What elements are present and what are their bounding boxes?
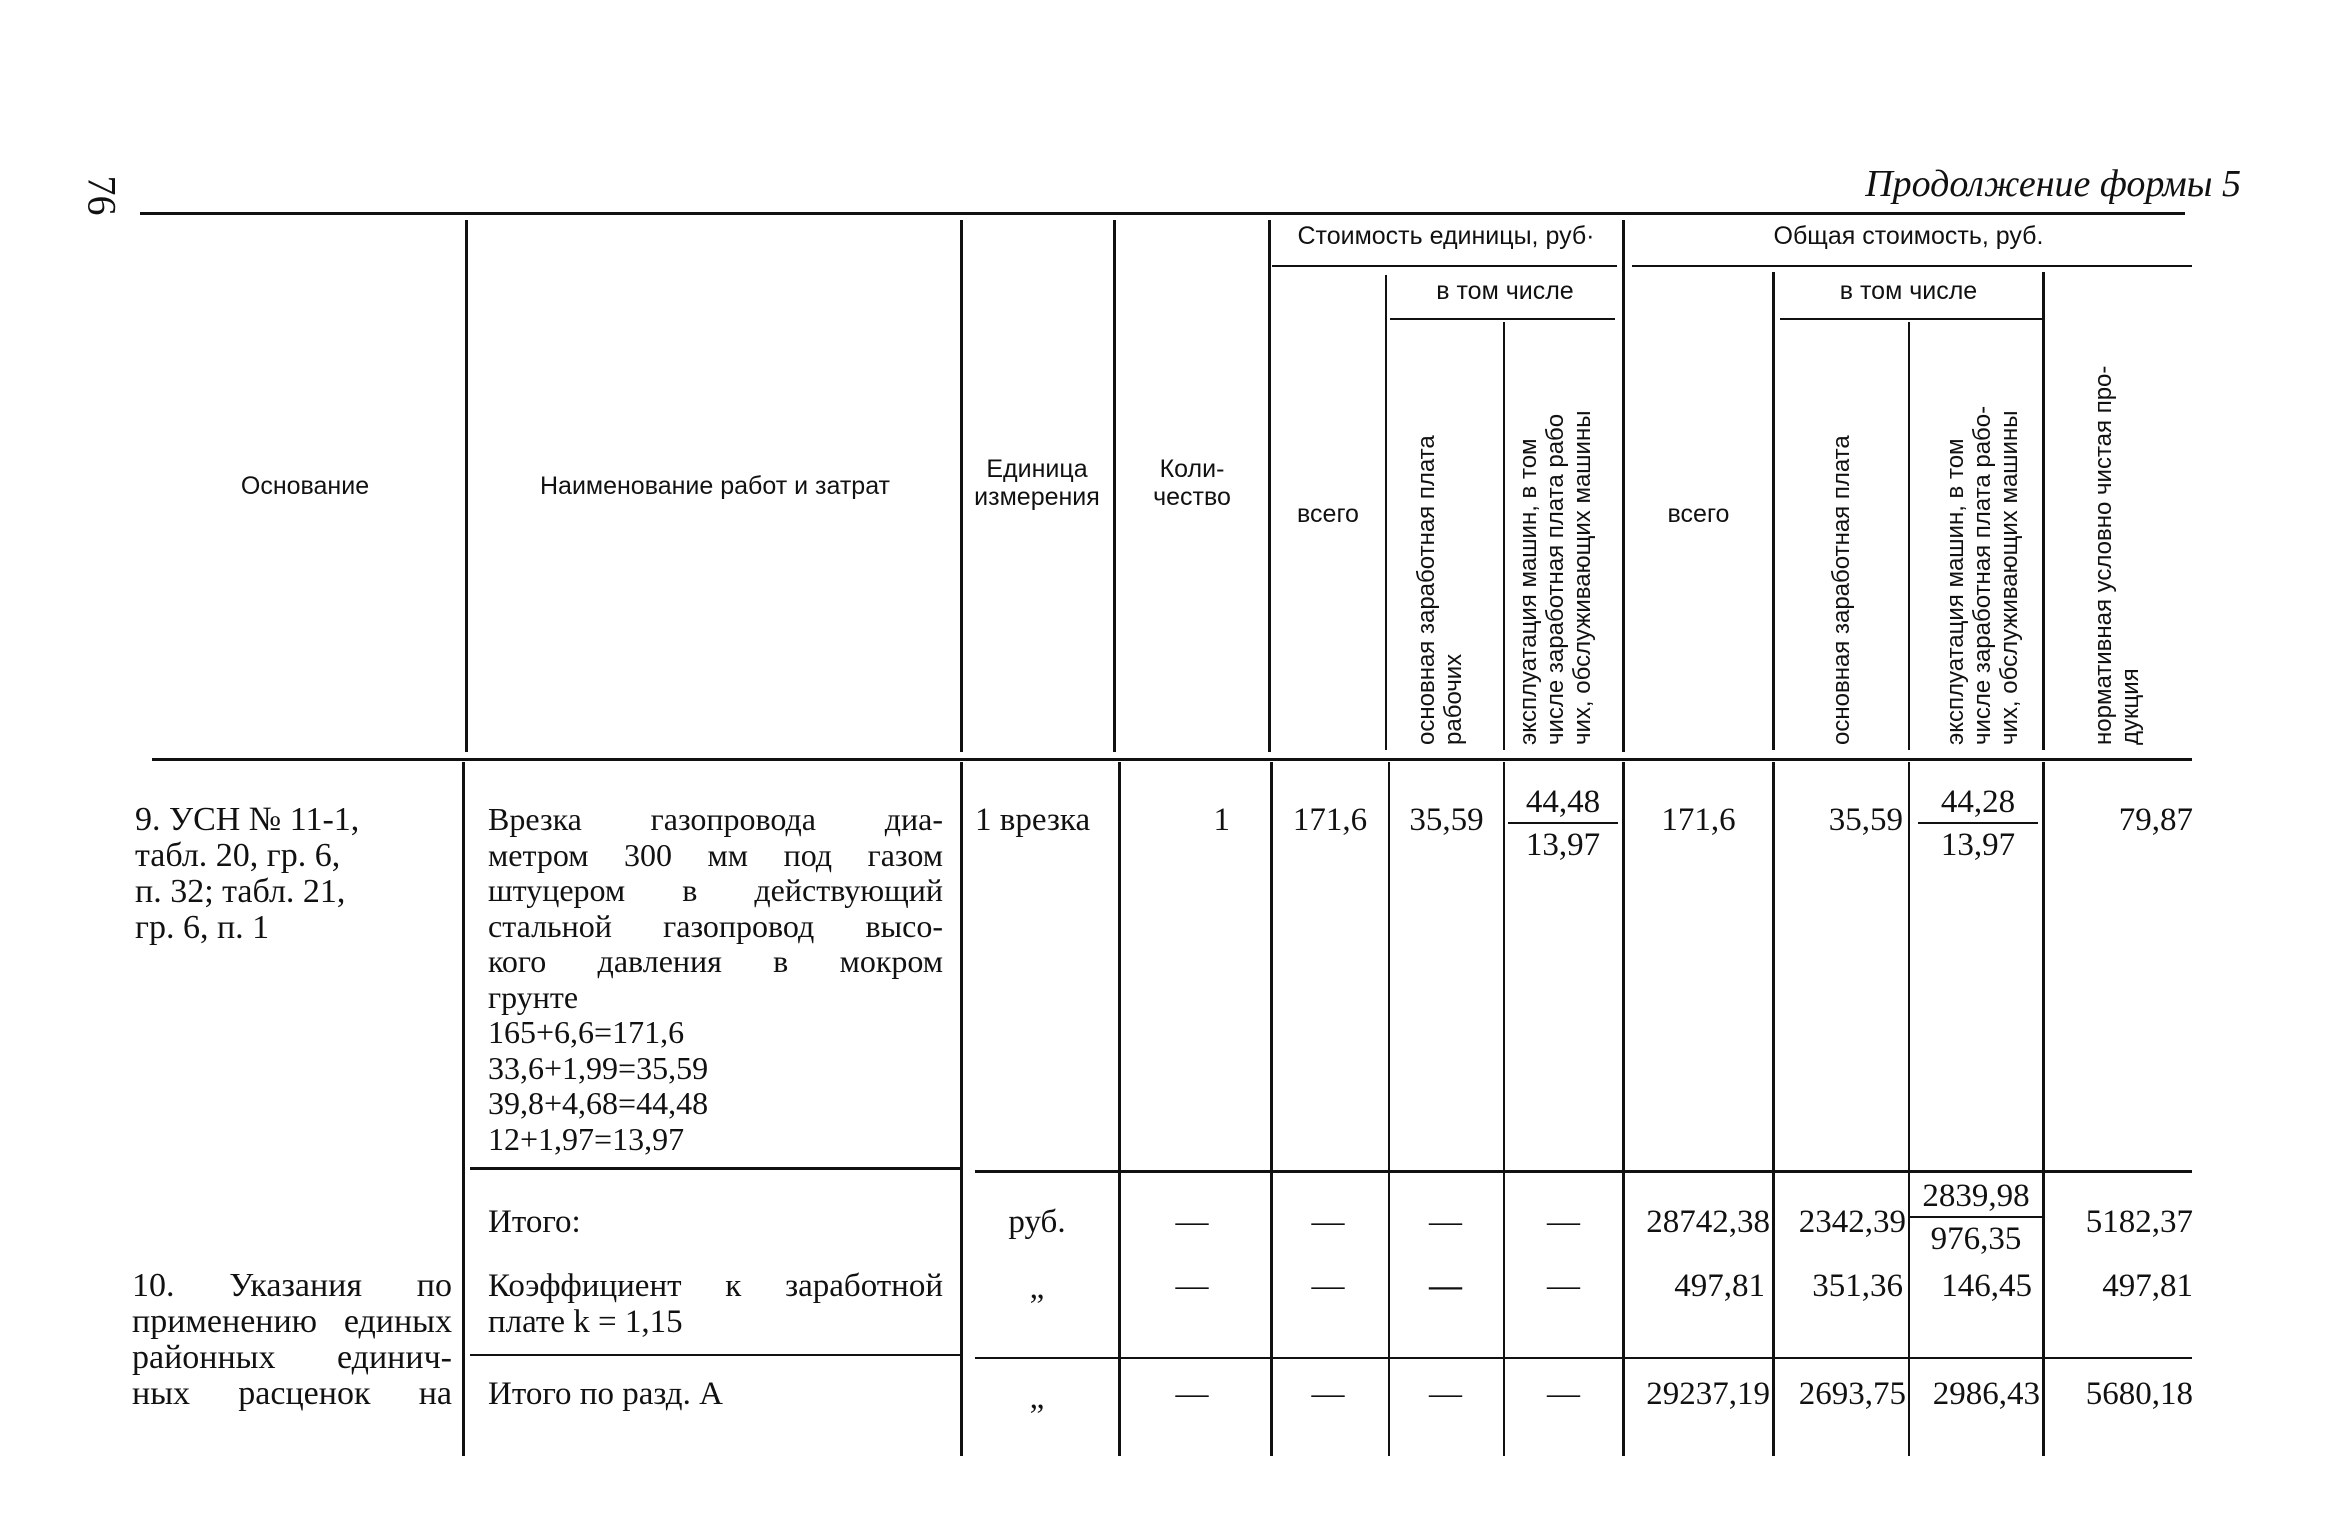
header-osnovanie: Основание xyxy=(240,472,370,500)
row9-basis-line: табл. 20, гр. 6, xyxy=(135,837,341,874)
row9-basis xyxy=(135,802,359,946)
header-ekspl-total xyxy=(1942,406,2023,745)
header-kolichestvo xyxy=(1116,455,1268,511)
header-v-tom-chisle-2: в том числе xyxy=(1839,277,1978,305)
row9-calc-line: 39,8+4,68=44,48 xyxy=(488,1085,709,1121)
row9-calc-line: 12+1,97=13,97 xyxy=(488,1120,685,1157)
itogo-razd-dash-unit-mach: — xyxy=(1547,1376,1580,1412)
row9-ncp: 79,87 xyxy=(2118,802,2193,838)
row9-calc-line: 165+6,6=171,6 xyxy=(488,1014,685,1050)
itogo-unit: руб. xyxy=(1008,1204,1066,1240)
itogo-top-rule-right xyxy=(975,1170,2192,1173)
itogo-razd-wage: 2693,75 xyxy=(1798,1376,1906,1412)
vline-10-body xyxy=(2042,762,2045,1456)
vline-9-body xyxy=(1908,762,1910,1456)
header-osn-zarplata-unit-line2: рабочих xyxy=(1440,653,1467,745)
row10-basis-line: применению единых xyxy=(132,1303,452,1340)
row9-qty: 1 xyxy=(1213,802,1230,838)
row9-name-line: штуцером в действующий xyxy=(488,872,943,908)
continuation-title: Продолжение формы 5 xyxy=(1865,163,2241,205)
row10-name-line: Коэффициент к заработной xyxy=(488,1268,943,1304)
vline-3-body xyxy=(1118,762,1121,1456)
row9-unit-wage: 35,59 xyxy=(1409,802,1484,838)
header-bottom-rule xyxy=(152,758,2192,761)
vline-6-header xyxy=(1503,322,1505,750)
itogo-razd-total: 29237,19 xyxy=(1646,1376,1770,1412)
header-edinica xyxy=(962,455,1112,511)
itogo-mach-num: 2839,98 xyxy=(1910,1178,2042,1218)
top-rule xyxy=(140,212,2185,215)
vline-4-header xyxy=(1268,220,1271,752)
row9-unit: 1 врезка xyxy=(975,802,1091,838)
itogo-dash-qty: — xyxy=(1175,1204,1209,1240)
row10-dash-unit-total: — xyxy=(1311,1268,1345,1304)
header-osn-zarplata-total-line1: основная заработная плата xyxy=(1828,435,1855,745)
row9-basis-line: гр. 6, п. 1 xyxy=(135,909,270,946)
header-kolichestvo-line2: чество xyxy=(1153,483,1231,511)
header-ekspl-total-line1: эксплуатация машин, в том xyxy=(1942,438,1969,745)
itogo-razd-ncp: 5680,18 xyxy=(2085,1376,2193,1412)
header-osn-zarplata-unit xyxy=(1413,435,1467,745)
itogo-dash-unit-wage: — xyxy=(1429,1204,1462,1240)
vline-10-header xyxy=(2042,272,2045,750)
itogo-dash-unit-total: — xyxy=(1311,1204,1345,1240)
vline-1-body xyxy=(462,762,465,1456)
itogo-wage: 2342,39 xyxy=(1798,1204,1906,1240)
itogo-mach-den: 976,35 xyxy=(1930,1221,2022,1257)
row9-name-line: стальной газопровод высо- xyxy=(488,907,943,944)
vline-5-body xyxy=(1388,762,1390,1456)
vtomchisle-underline-1 xyxy=(1390,318,1615,320)
row9-name-line: грунте xyxy=(488,978,579,1015)
row10-name-line: плате k = 1,15 xyxy=(488,1304,683,1340)
row9-unit-mach-num: 44,48 xyxy=(1508,784,1618,824)
row10-basis-line: районных единич- xyxy=(132,1339,452,1376)
header-normativnaya-line1: нормативная условно чистая про- xyxy=(2090,365,2117,745)
itogo-mach-fraction xyxy=(1910,1178,2042,1257)
row10-dash-unit-mach: — xyxy=(1547,1268,1580,1304)
itogo-top-rule-left xyxy=(470,1167,960,1170)
razd-top-rule-left xyxy=(470,1354,960,1356)
itogo-razd-label: Итого по разд. А xyxy=(488,1376,723,1412)
itogo-razd-dash-qty: — xyxy=(1175,1376,1209,1412)
header-vsego-total: всего xyxy=(1667,500,1730,528)
header-edinica-line1: Единица xyxy=(986,455,1088,483)
row9-unit-mach-fraction xyxy=(1508,784,1618,863)
vline-5-header xyxy=(1385,275,1387,750)
row10-basis-line: 10. Указания по xyxy=(132,1267,452,1304)
vline-4-body xyxy=(1270,762,1273,1456)
row10-total: 497,81 xyxy=(1674,1268,1765,1304)
header-edinica-line2: измерения xyxy=(974,483,1100,511)
header-osn-zarplata-total xyxy=(1828,435,1855,745)
row10-basis-line: ных расценок на xyxy=(132,1375,452,1412)
row10-dash-qty: — xyxy=(1175,1268,1209,1304)
row10-mach: 146,45 xyxy=(1941,1268,2032,1304)
row9-basis-line: 9. УСН № 11-1, xyxy=(135,801,360,838)
row9-total-mach-den: 13,97 xyxy=(1940,827,2016,863)
header-ekspl-unit-line2: числе заработная плата рабо xyxy=(1542,413,1569,745)
header-stoimost-edinicy: Стоимость единицы, руб· xyxy=(1297,222,1595,250)
vline-7-header xyxy=(1622,220,1625,752)
row10-name xyxy=(488,1268,943,1340)
stoimost-underline xyxy=(1272,265,1617,267)
row9-total-mach-num: 44,28 xyxy=(1918,784,2038,824)
header-ekspl-unit-line1: эксплуатация машин, в том xyxy=(1515,438,1542,745)
itogo-total: 28742,38 xyxy=(1646,1204,1770,1240)
row10-dash-unit-wage: — xyxy=(1429,1268,1462,1304)
vline-7-body xyxy=(1622,762,1625,1456)
header-normativnaya-line2: дукция xyxy=(2117,668,2144,745)
itogo-label: Итого: xyxy=(488,1204,581,1240)
header-ekspl-total-line2: числе заработная плата рабо- xyxy=(1969,405,1996,745)
itogo-razd-dash-unit-total: — xyxy=(1311,1376,1345,1412)
row9-calc-line: 33,6+1,99=35,59 xyxy=(488,1049,709,1086)
row9-total-wage: 35,59 xyxy=(1828,802,1903,838)
row10-wage: 351,36 xyxy=(1812,1268,1903,1304)
header-ekspl-unit-line3: чих, обслуживающих машины xyxy=(1569,410,1596,745)
header-naimenovanie: Наименование работ и затрат xyxy=(539,472,890,500)
row9-total-mach-fraction xyxy=(1918,784,2038,863)
obshchaya-underline xyxy=(1632,265,2192,267)
row9-name-line: метром 300 мм под газом xyxy=(488,836,943,873)
row9-basis-line: п. 32; табл. 21, xyxy=(135,873,346,910)
row10-unit: „ xyxy=(1029,1270,1045,1306)
itogo-razd-unit: „ xyxy=(1029,1380,1045,1416)
vtomchisle-underline-2 xyxy=(1780,318,2042,320)
page-number: 76 xyxy=(79,175,125,216)
itogo-razd-mach: 2986,43 xyxy=(1932,1376,2040,1412)
itogo-dash-unit-mach: — xyxy=(1547,1204,1580,1240)
row10-ncp: 497,81 xyxy=(2102,1268,2193,1304)
vline-8-header xyxy=(1772,272,1775,750)
header-ekspl-total-line3: чих, обслуживающих машины xyxy=(1996,410,2023,745)
razd-top-rule-right xyxy=(975,1357,2192,1359)
row9-name xyxy=(488,802,943,1157)
header-ekspl-unit xyxy=(1515,411,1596,745)
row9-unit-mach-den: 13,97 xyxy=(1525,827,1601,863)
header-osn-zarplata-unit-line1: основная заработная плата xyxy=(1413,435,1440,745)
row9-total: 171,6 xyxy=(1661,802,1736,838)
vline-9-header xyxy=(1908,322,1910,750)
header-v-tom-chisle-1: в том числе xyxy=(1436,277,1574,305)
itogo-ncp: 5182,37 xyxy=(2085,1204,2193,1240)
vline-1-header xyxy=(465,220,468,752)
row9-unit-total: 171,6 xyxy=(1292,802,1368,838)
header-vsego-unit: всего xyxy=(1297,500,1359,528)
header-normativnaya xyxy=(2090,366,2144,745)
itogo-razd-dash-unit-wage: — xyxy=(1429,1376,1462,1412)
vline-2-body xyxy=(960,762,963,1456)
header-kolichestvo-line1: Коли- xyxy=(1159,455,1225,483)
vline-6-body xyxy=(1503,762,1505,1456)
row10-basis xyxy=(132,1268,452,1412)
vline-8-body xyxy=(1772,762,1775,1456)
row9-name-line: кого давления в мокром xyxy=(488,943,943,979)
header-obshchaya-stoimost: Общая стоимость, руб. xyxy=(1773,222,2044,250)
row9-name-line: Врезка газопровода диа- xyxy=(488,801,943,837)
